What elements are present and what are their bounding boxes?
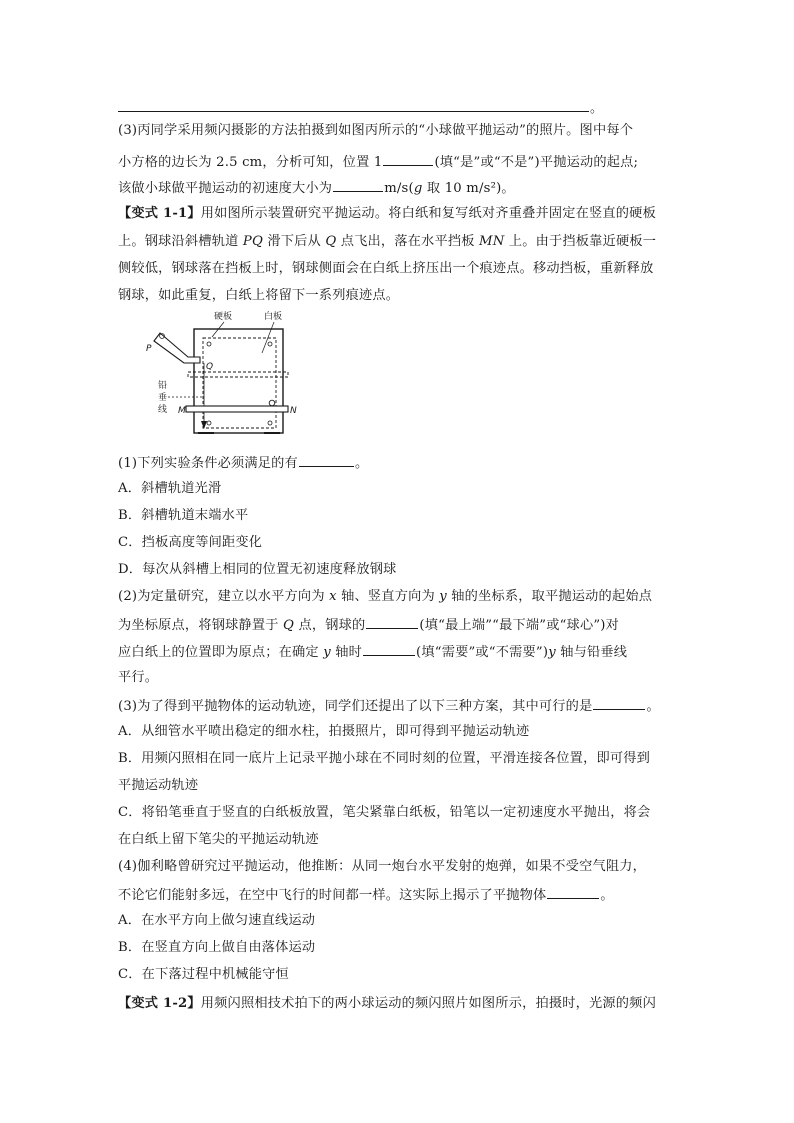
p2-line-3: 应白纸上的位置即为原点；在确定 y 轴时 (填“需要”或“不需要”)y 轴与铅垂线 xyxy=(118,641,678,663)
label-p: P xyxy=(146,344,152,354)
label-white-board: 白板 xyxy=(264,312,283,322)
p1-option-a: A．斜槽轨道光滑 xyxy=(118,481,222,496)
q3-line-1: (3)丙同学采用频闪摄影的方法拍摄到如图丙所示的“小球做平抛运动”的照片。图中每个 xyxy=(118,123,634,138)
label-plumb-1: 铅 xyxy=(158,381,168,391)
inclined-track xyxy=(154,333,200,363)
p4-option-c: C．在下落过程中机械能守恒 xyxy=(118,967,289,982)
answer-blank xyxy=(547,884,599,899)
baffle-mn xyxy=(186,406,288,412)
answer-blank xyxy=(299,452,354,467)
p3-option-a: A．从细管水平喷出稳定的细水柱，拍摄照片，即可得到平抛运动轨迹 xyxy=(118,724,530,739)
q3-line-2: 小方格的边长为 2.5 cm，分析可知，位置 1 (填“是”或“不是”)平抛运动的起点; xyxy=(118,151,678,173)
p1-option-b: B．斜槽轨道末端水平 xyxy=(118,508,249,523)
p3-stem: (3)为了得到平抛物体的运动轨迹，同学们还提出了以下三种方案，其中可行的是 。 xyxy=(118,695,678,717)
label-q: Q xyxy=(206,362,214,372)
variant-1-2-line-1: 【变式 1-2】用频闪照相技术拍下的两小球运动的频闪照片如图所示，拍摄时，光源的频闪 xyxy=(118,996,656,1011)
answer-blank xyxy=(593,695,645,710)
variant-1-1-line-4: 钢球，如此重复，白纸上将留下一系列痕迹点。 xyxy=(118,288,400,303)
apparatus-diagram xyxy=(140,309,300,444)
p1-option-d: D．每次从斜槽上相同的位置无初速度释放钢球 xyxy=(118,562,397,577)
pin xyxy=(207,342,211,346)
p2-line-2: 为坐标原点，将钢球静置于 Q 点，钢球的 (填“最上端”“最下端”或“球心”)对 xyxy=(118,614,678,636)
label-n: N xyxy=(290,406,297,416)
answer-blank xyxy=(333,177,383,192)
answer-blank xyxy=(383,151,433,166)
p3-option-b-1: B．用频闪照相在同一底片上记录平抛小球在不同时刻的位置，平滑连接各位置，即可得到 xyxy=(118,751,650,766)
p3-option-c-2: 在白纸上留下笔尖的平抛运动轨迹 xyxy=(118,832,319,847)
answer-blank xyxy=(366,614,418,629)
p2-line-1: (2)为定量研究，建立以水平方向为 x 轴、竖直方向为 y 轴的坐标系，取平抛运动的起始点 xyxy=(118,589,653,604)
apparatus-figure xyxy=(140,309,300,444)
pin xyxy=(268,421,272,425)
p4-option-b: B．在竖直方向上做自由落体运动 xyxy=(118,940,316,955)
white-paper xyxy=(203,338,276,428)
p2-line-4: 平行。 xyxy=(118,670,159,685)
variant-1-1-line-2: 上。钢球沿斜槽轨道 PQ 滑下后从 Q 点飞出，落在水平挡板 MN 上。由于挡板靠近硬板一 xyxy=(118,234,657,249)
p3-option-b-2: 平抛运动轨迹 xyxy=(118,778,199,793)
p1-stem: (1)下列实验条件必须满足的有 。 xyxy=(118,452,678,474)
pin xyxy=(207,421,211,425)
label-plumb-3: 线 xyxy=(158,405,168,415)
p4-line-1: (4)伽利略曾研究过平抛运动，他推断：从同一炮台水平发射的炮弹，如果不受空气阻力， xyxy=(118,859,647,874)
period: 。 xyxy=(590,101,604,116)
label-plumb-2: 垂 xyxy=(158,393,168,403)
variant-1-1-line-1: 【变式 1-1】用如图所示装置研究平抛运动。将白纸和复写纸对齐重叠并固定在竖直的硬板 xyxy=(118,206,656,221)
answer-blank-line xyxy=(118,111,589,112)
variant-tag: 【变式 1-2】 xyxy=(118,996,201,1011)
p4-option-a: A．在水平方向上做匀速直线运动 xyxy=(118,913,316,928)
trace-ball xyxy=(269,400,275,406)
p3-option-c-1: C．将铅笔垂直于竖直的白纸板放置，笔尖紧靠白纸板，铅笔以一定初速度水平抛出，将会 xyxy=(118,805,651,820)
pin xyxy=(268,342,272,346)
q3-line-3: 该做小球做平抛运动的初速度大小为 m/s(g 取 10 m/s²)。 xyxy=(118,177,678,199)
label-m: M xyxy=(178,406,186,416)
p1-option-c: C．挡板高度等间距变化 xyxy=(118,535,263,550)
label-hard-board: 硬板 xyxy=(214,312,233,322)
p4-line-2: 不论它们能射多远，在空中飞行的时间都一样。这实际上揭示了平抛物体 。 xyxy=(118,884,678,906)
answer-blank xyxy=(363,641,415,656)
variant-tag: 【变式 1-1】 xyxy=(118,206,201,221)
label-leader xyxy=(262,322,274,353)
variant-1-1-line-3: 侧较低，钢球落在挡板上时，钢球侧面会在白纸上挤压出一个痕迹点。移动挡板，重新释放 xyxy=(118,261,654,276)
